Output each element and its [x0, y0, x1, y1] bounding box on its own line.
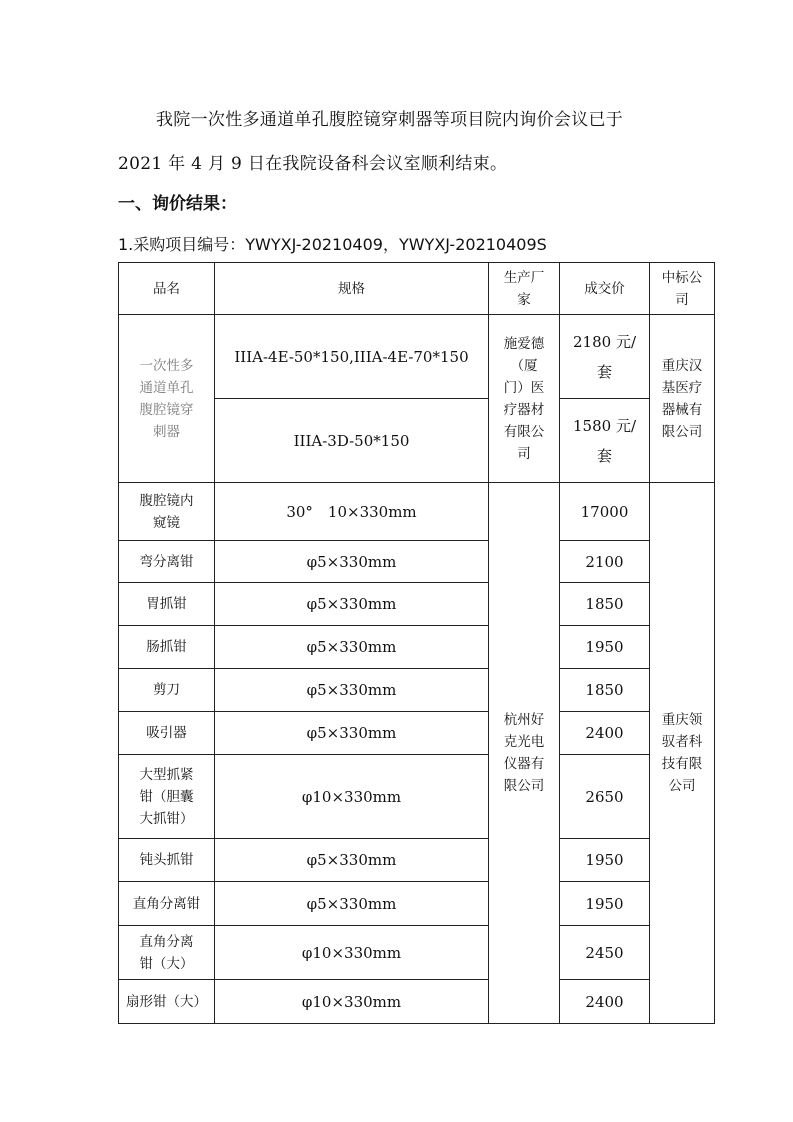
item-name: 肠抓钳 [119, 626, 215, 669]
table-row [119, 755, 715, 839]
table-row [119, 882, 715, 926]
item-name: 扇形钳（大） [119, 980, 215, 1024]
item-spec: φ5×330mm [215, 669, 489, 712]
item-price: 1850 [560, 669, 650, 712]
item-name: 直角分离钳 [119, 882, 215, 926]
table-header-row [119, 263, 715, 315]
table-row [119, 712, 715, 755]
item-spec: φ5×330mm [215, 839, 489, 882]
table-row [119, 926, 715, 980]
item-price: 17000 [560, 483, 650, 541]
item-name: 腹腔镜内窥镜 [139, 492, 194, 531]
item-winner: 重庆领驭者科技有限公司 [661, 712, 703, 794]
inquiry-result-table [118, 262, 715, 1024]
item-name: 钝头抓钳 [119, 839, 215, 882]
header-spec: 规格 [215, 263, 489, 315]
item-maker: 杭州好克光电仪器有限公司 [503, 712, 545, 794]
item-price: 1580 元/套 [573, 416, 636, 465]
table-row [119, 626, 715, 669]
item-name: 弯分离钳 [119, 541, 215, 583]
intro-line-1: 我院一次性多通道单孔腹腔镜穿刺器等项目院内询价会议已于 [156, 110, 624, 130]
item-price: 1950 [560, 882, 650, 926]
item-spec: φ10×330mm [215, 980, 489, 1024]
table-row [119, 839, 715, 882]
item-price: 2400 [560, 980, 650, 1024]
item-spec: IIIA-3D-50*150 [215, 399, 489, 483]
section-title: 一、询价结果： [118, 194, 237, 214]
item-name: 大型抓紧钳（胆囊大抓钳） [139, 766, 194, 827]
item-name: 一次性多通道单孔腹腔镜穿刺器 [139, 357, 194, 440]
item-winner: 重庆汉基医疗器械有限公司 [661, 357, 703, 440]
project-number: 1.采购项目编号：YWYXJ-20210409，YWYXJ-20210409S [118, 235, 547, 254]
item-price: 1850 [560, 583, 650, 626]
table-row [119, 669, 715, 712]
table-row [119, 315, 715, 399]
item-spec: φ5×330mm [215, 541, 489, 583]
header-price: 成交价 [560, 263, 650, 315]
item-name: 剪刀 [119, 669, 215, 712]
header-name: 品名 [119, 263, 215, 315]
item-maker: 施爱德（厦门）医疗器材有限公司 [503, 335, 545, 462]
item-spec: φ5×330mm [215, 712, 489, 755]
item-spec: φ5×330mm [215, 882, 489, 926]
item-spec: 30° 10×330mm [215, 483, 489, 541]
item-name: 直角分离钳（大） [139, 933, 194, 972]
item-spec: φ10×330mm [215, 755, 489, 839]
table-row [119, 541, 715, 583]
item-price: 2100 [560, 541, 650, 583]
table-row [119, 583, 715, 626]
item-name: 吸引器 [119, 712, 215, 755]
item-spec: φ5×330mm [215, 626, 489, 669]
item-name: 胃抓钳 [119, 583, 215, 626]
intro-line-2: 2021 年 4 月 9 日在我院设备科会议室顺利结束。 [118, 154, 508, 174]
item-price: 2650 [560, 755, 650, 839]
item-spec: IIIA-4E-50*150,IIIA-4E-70*150 [215, 315, 489, 399]
item-price: 1950 [560, 626, 650, 669]
item-price: 2450 [560, 926, 650, 980]
item-spec: φ5×330mm [215, 583, 489, 626]
item-price: 1950 [560, 839, 650, 882]
header-maker: 生产厂家 [503, 269, 545, 308]
item-price: 2400 [560, 712, 650, 755]
item-spec: φ10×330mm [215, 926, 489, 980]
table-row [119, 483, 715, 541]
table-row [119, 980, 715, 1024]
item-price: 2180 元/套 [573, 332, 636, 381]
header-winner: 中标公司 [661, 269, 703, 308]
